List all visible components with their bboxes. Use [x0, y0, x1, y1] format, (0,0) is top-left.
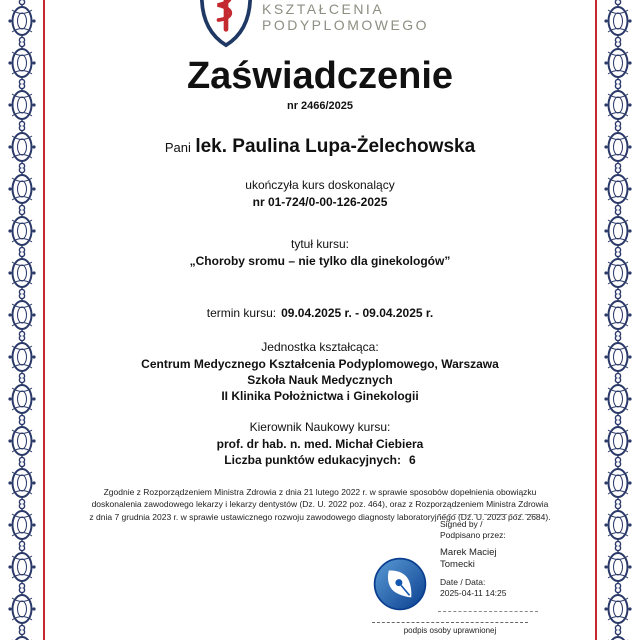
course-term-value: 09.04.2025 r. - 09.04.2025 r.	[281, 306, 434, 320]
education-points-value: 6	[409, 453, 416, 467]
red-rule-right	[595, 0, 597, 640]
course-number: nr 01-724/0-00-126-2025	[252, 195, 388, 209]
completion-text: ukończyła kurs doskonalący	[245, 178, 395, 192]
signature-date-label: Date / Data:	[440, 576, 486, 587]
course-term-label: termin kursu:	[206, 306, 277, 320]
supervisor-label: Kierownik Naukowy kursu:	[249, 420, 391, 434]
signature-dotted-line	[372, 622, 528, 623]
cmkp-shield-logo-icon	[198, 0, 254, 48]
recipient-salutation: Pani	[164, 140, 191, 155]
course-title-label: tytuł kursu:	[290, 237, 350, 251]
red-rule-left	[43, 0, 45, 640]
ornamental-border-left	[7, 0, 37, 640]
pen-nib-icon	[372, 556, 428, 612]
signed-by-label-pl: Podpisano przez:	[440, 530, 506, 541]
ornamental-border-right	[603, 0, 633, 640]
course-title: „Choroby sromu – nie tylko dla ginekologów”	[189, 254, 451, 268]
institution-block	[56, 356, 584, 404]
institution-line: Szkoła Nauk Medycznych	[247, 373, 393, 387]
education-points-line	[56, 452, 584, 468]
signature-date-value: 2025-04-11 14:25	[440, 587, 507, 598]
institution-line: Centrum Medycznego Kształcenia Podyplomowego, Warszawa	[141, 357, 499, 371]
recipient-name: lek. Paulina Lupa-Żelechowska	[195, 136, 476, 157]
education-points-label: Liczba punktów edukacyjnych:	[224, 453, 401, 467]
institution-label: Jednostka kształcąca:	[261, 340, 379, 354]
header-logo-row	[56, 0, 584, 46]
institution-line: II Klinika Położnictwa i Ginekologii	[221, 389, 419, 403]
signed-by-label-en: Signed by /	[440, 519, 483, 529]
certificate-number: nr 2466/2025	[286, 100, 354, 112]
signer-name: Marek Maciej	[440, 547, 497, 559]
organization-name-line2: PODYPLOMOWEGO	[262, 17, 430, 33]
signature-caption: podpis osoby uprawnionej	[403, 626, 497, 635]
organization-name-line1: KSZTAŁCENIA	[262, 1, 385, 17]
legal-note: Zgodnie z Rozporządzeniem Ministra Zdrowia z dnia 21 lutego 2022 r. w sprawie sposobów dopełnienia obowiązku doskonalenia zawodowego lekarzy i lekarzy dentystów (Dz. U. 2022 poz. 464), oraz z Rozporządzeniem Ministra Zdrowia z dnia 7 grudnia 2023 r. w sprawie ustawicznego rozwoju zawodowego diagnosty laboratoryjnego (Dz. U. 2023 poz. 2684).	[89, 487, 551, 522]
certificate-title: Zaświadczenie	[186, 55, 454, 97]
signer-name: Tomecki	[440, 558, 475, 570]
recipient-line	[56, 136, 584, 158]
organization-name	[262, 1, 429, 33]
digital-signature-stamp	[372, 514, 538, 612]
signature-details	[438, 514, 538, 612]
supervisor-name: prof. dr hab. n. med. Michał Ciebiera	[216, 437, 424, 451]
course-term-line	[56, 306, 584, 320]
